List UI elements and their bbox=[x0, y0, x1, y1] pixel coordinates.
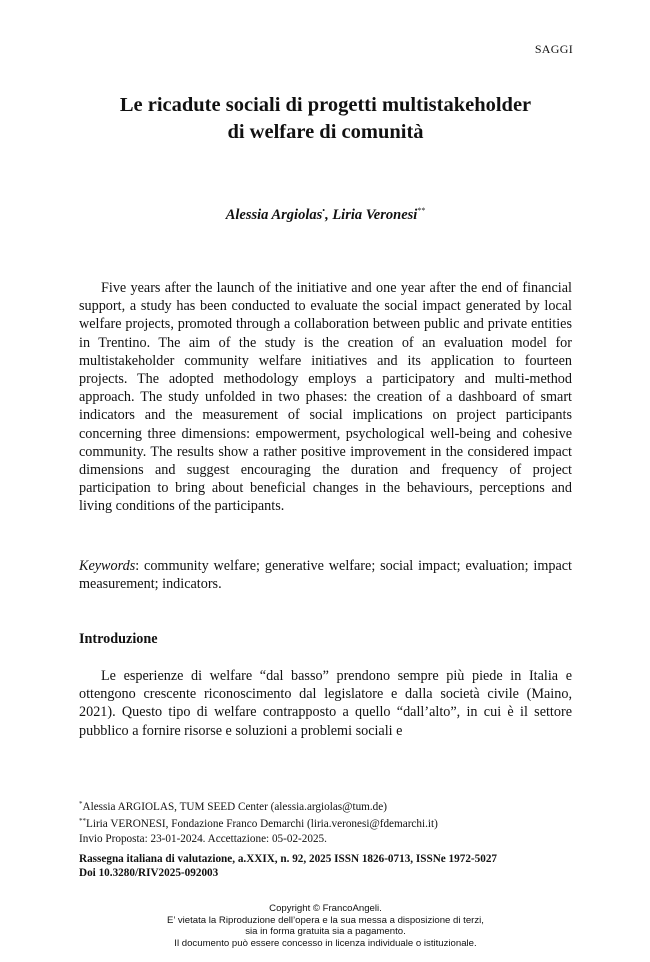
author-mark-2: ** bbox=[417, 206, 426, 215]
journal-citation bbox=[79, 852, 579, 881]
keywords-label: Keywords bbox=[79, 558, 136, 574]
footnote-2 bbox=[79, 814, 572, 831]
footnote-2-text: Liria VERONESI, Fondazione Franco Demarchi (liria.veronesi@fdemarchi.it) bbox=[86, 818, 438, 831]
copyright-line2: E’ vietata la Riproduzione dell’opera e la sua messa a disposizione di terzi, bbox=[167, 914, 484, 926]
submission-dates: Invio Proposta: 23-01-2024. Accettazione: 05-02-2025. bbox=[79, 832, 327, 845]
copyright-line3: sia in forma gratuita sia a pagamento. bbox=[245, 926, 406, 938]
article-title-line2: di welfare di comunità bbox=[227, 121, 424, 143]
abstract-paragraph: Five years after the launch of the initiative and one year after the end of financial support, a study has been conducted to evaluate the social impact generated by local welfare projects, promoted through a collaboration between public and private entities in Trentino. The aim of the study is the creation of an evaluation model for multistakeholder community welfare initiatives and its application to fourteen projects. The adopted methodology employs a participatory and multi-method approach. The study unfolded in two phases: the creation of a dashboard of smart indicators and the measurement of social implications on project participants concerning three dimensions: empowerment, psychological well-being and cohesive community. The results show a rather positive improvement in the considered impact dimensions and suggest encouraging the duration and frequency of project participation to bring about beneficial changes in the behaviours, perceptions and living conditions of the participants. bbox=[79, 280, 572, 515]
author-mark-1: • bbox=[322, 206, 326, 215]
copyright-line1: Copyright © FrancoAngeli. bbox=[269, 903, 382, 914]
footnote-1-text: Alessia ARGIOLAS, TUM SEED Center (alessia.argiolas@tum.de) bbox=[82, 801, 387, 813]
article-title bbox=[79, 92, 572, 146]
author-separator: , bbox=[325, 207, 333, 223]
footnote-2-mark: ** bbox=[79, 817, 86, 826]
article-title-line1: Le ricadute sociali di progetti multistakeholder bbox=[119, 94, 532, 116]
footnotes bbox=[79, 797, 572, 846]
footnote-1-mark: * bbox=[79, 800, 83, 808]
keywords-paragraph bbox=[79, 557, 572, 593]
author-list bbox=[79, 206, 572, 224]
section-heading-introduction: Introduzione bbox=[79, 631, 158, 647]
author-name-2: Liria Veronesi bbox=[332, 207, 418, 223]
footnote-1 bbox=[79, 797, 572, 814]
author-name-1: Alessia Argiolas bbox=[225, 207, 323, 223]
introduction-paragraph: Le esperienze di welfare “dal basso” prendono sempre più piede in Italia e ottengono crescente riconoscimento dal legislatore e dalla società civile (Maino, 2021). Questo tipo di welfare contrapposto a quello “dall’alto”, in cui è il settore pubblico a fornire risorse e soluzioni a problemi sociali e bbox=[79, 668, 572, 739]
keywords-text: : community welfare; generative welfare; social impact; evaluation; impact measurement; indicators. bbox=[79, 558, 572, 593]
copyright-notice bbox=[79, 903, 572, 949]
journal-doi: Doi 10.3280/RIV2025-092003 bbox=[79, 867, 219, 880]
copyright-line4: Il documento può essere concesso in licenza individuale o istituzionale. bbox=[174, 937, 477, 949]
section-label: SAGGI bbox=[534, 42, 573, 56]
journal-citation-line1: Rassegna italiana di valutazione, a.XXIX, n. 92, 2025 ISSN 1826-0713, ISSNe 1972-5027 bbox=[79, 853, 498, 865]
